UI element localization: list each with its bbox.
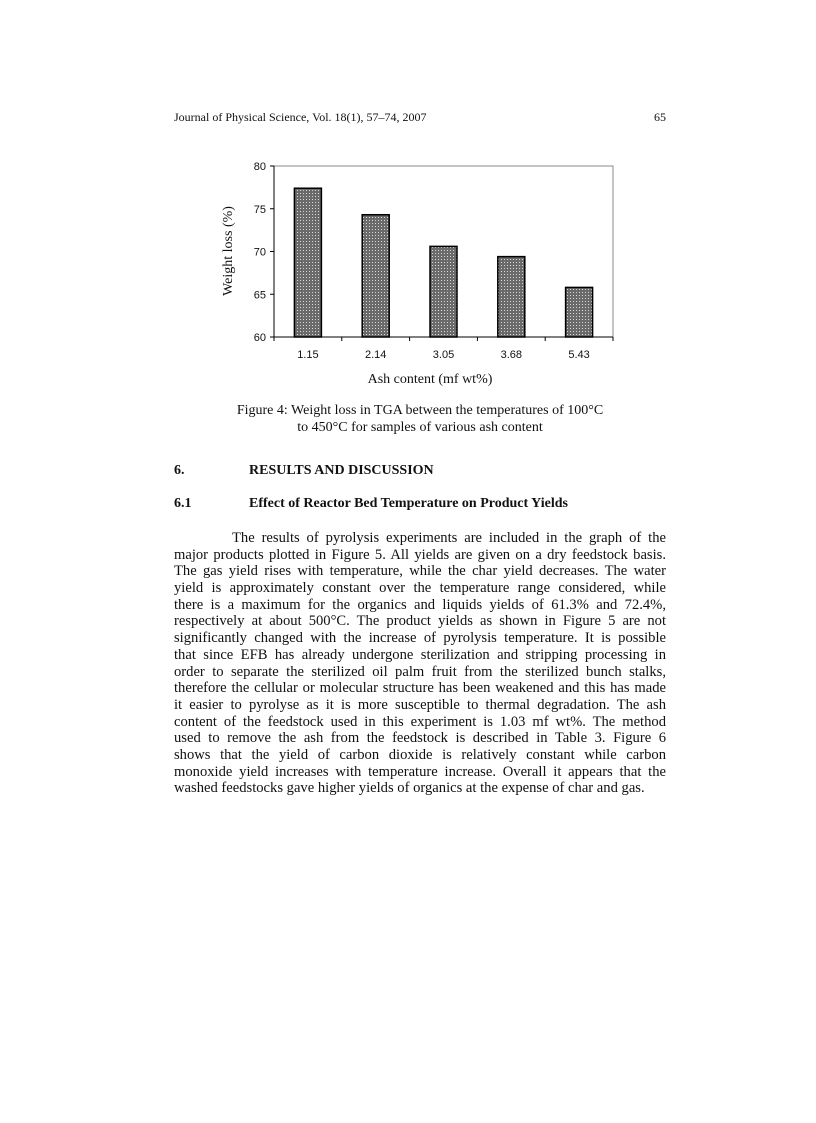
paragraph-line: shows that the yield of carbon dioxide is relatively constant while carbon <box>174 746 666 763</box>
bar-1.15 <box>294 188 321 337</box>
x-tick-label: 5.43 <box>568 349 590 361</box>
figure-caption-line-1: Figure 4: Weight loss in TGA between the temperatures of 100°C <box>236 403 604 418</box>
bar-2.14 <box>362 215 389 337</box>
subsection-title: Effect of Reactor Bed Temperature on Product Yields <box>249 496 568 511</box>
y-tick-label: 65 <box>253 289 266 302</box>
x-tick-label: 2.14 <box>364 349 387 361</box>
y-tick-label: 75 <box>253 203 266 216</box>
paragraph-line: that since EFB has already undergone sterilization and stripping processing in <box>174 646 666 663</box>
paragraph-line: used to remove the ash from the feedstock is described in Table 3. Figure 6 <box>174 730 666 747</box>
y-tick-label: 60 <box>253 332 266 344</box>
journal-header: Journal of Physical Science, Vol. 18(1), 57–74, 2007 <box>174 110 427 124</box>
paragraph-line: content of the feedstock used in this experiment is 1.03 mf wt%. The method <box>174 713 666 730</box>
section-title: RESULTS AND DISCUSSION <box>249 463 434 478</box>
bar-3.68 <box>498 257 525 337</box>
paragraph-line: The results of pyrolysis experiments are included in the graph of the <box>232 530 666 546</box>
paragraph-line: order to separate the sterilized oil palm fruit from the sterilized bunch stalks, <box>174 663 666 680</box>
subsection-number: 6.1 <box>174 496 192 511</box>
y-tick-label: 70 <box>253 246 266 259</box>
bar-3.05 <box>430 246 457 337</box>
y-axis-label: Weight loss (%) <box>221 206 236 296</box>
paragraph-line: it easier to pyrolyse as it is more susceptible to thermal degradation. The ash <box>174 696 666 713</box>
paragraph-line: there is a maximum for the organics and liquids yields of 61.3% and 72.4%, <box>174 596 666 613</box>
y-tick-label: 80 <box>253 161 266 173</box>
paragraph-line: monoxide yield increases with temperature increase. Overall it appears that the <box>174 763 666 780</box>
paragraph-line: therefore the cellular or molecular structure has been weakened and this has made <box>174 680 666 697</box>
bar-5.43 <box>566 287 593 337</box>
bar-chart <box>200 150 630 390</box>
paragraph-line: significantly changed with the increase of pyrolysis temperature. It is possible <box>174 630 666 647</box>
x-tick-label: 1.15 <box>297 349 319 361</box>
figure-caption-line-2: to 450°C for samples of various ash content <box>297 420 543 435</box>
x-axis-label: Ash content (mf wt%) <box>367 372 493 387</box>
page-number: 65 <box>654 110 666 124</box>
x-tick-label: 3.68 <box>500 349 523 361</box>
body-paragraph <box>174 530 666 797</box>
paragraph-line: washed feedstocks gave higher yields of organics at the expense of char and gas. <box>174 780 645 797</box>
paragraph-line: major products plotted in Figure 5. All yields are given on a dry feedstock basis. <box>174 546 666 563</box>
paragraph-line: The gas yield rises with temperature, while the char yield decreases. The water <box>174 563 666 580</box>
paragraph-line: yield is approximately constant over the temperature range considered, while <box>174 580 666 597</box>
section-number: 6. <box>174 463 185 478</box>
x-tick-label: 3.05 <box>432 349 455 361</box>
paragraph-line: respectively at about 500°C. The product yields as shown in Figure 5 are not <box>174 613 666 630</box>
